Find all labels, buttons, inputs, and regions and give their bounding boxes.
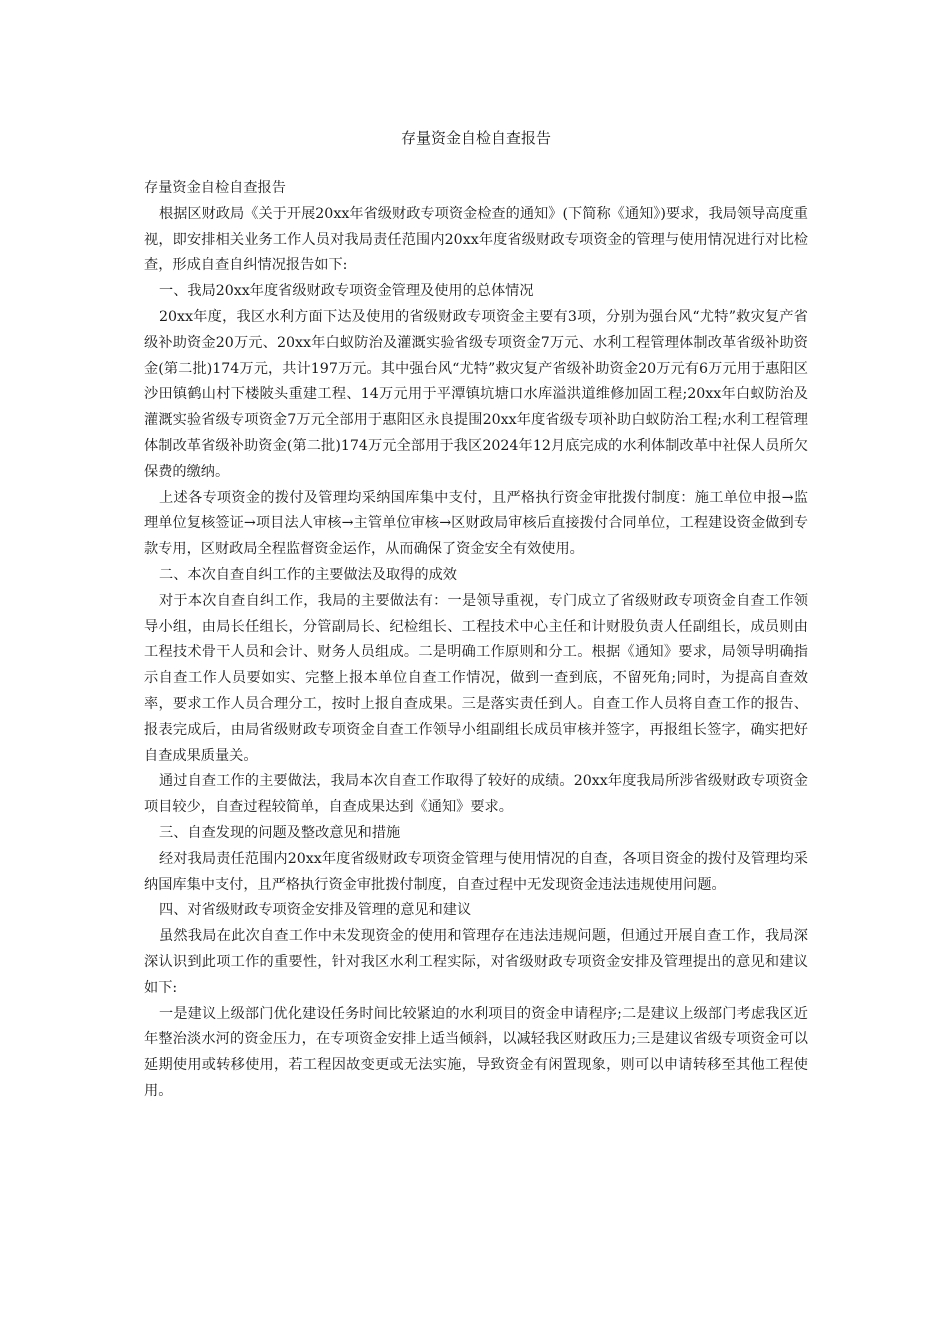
document-body xyxy=(144,176,808,1105)
paragraph: 经对我局责任范围内20xx年度省级财政专项资金管理与使用情况的自查，各项目资金的拨付及管理均采纳国库集中支付，且严格执行资金审批拨付制度，自查过程中无发现资金违法违规使用问题。 xyxy=(144,850,808,893)
paragraph: 四、对省级财政专项资金安排及管理的意见和建议 xyxy=(159,902,472,919)
paragraph: 根据区财政局《关于开展20xx年省级财政专项资金检查的通知》(下简称《通知》)要求，我局领导高度重视，即安排相关业务工作人员对我局责任范围内20xx年度省级财政专项资金的管理与使用情况进行对比检查，形成自查自纠情况报告如下: xyxy=(144,205,808,274)
paragraph: 二、本次自查自纠工作的主要做法及取得的成效 xyxy=(159,566,457,583)
paragraph: 三、自查发现的问题及整改意见和措施 xyxy=(159,824,401,841)
paragraph: 对于本次自查自纠工作，我局的主要做法有：一是领导重视，专门成立了省级财政专项资金自查工作领导小组，由局长任组长，分管副局长、纪检组长、工程技术中心主任和计财股负责人任副组长，成员则由工程技术骨干人员和会计、财务人员组成。二是明确工作原则和分工。根据《通知》要求，局领导明确指示自查工作人员要如实、完整上报本单位自查工作情况，做到一查到底，不留死角;同时，为提高自查效率，要求工作人员合理分工，按时上报自查成果。三是落实责任到人。自查工作人员将自查工作的报告、报表完成后，由局省级财政专项资金自查工作领导小组副组长成员审核并签字，再报组长签字，确实把好自查成果质量关。 xyxy=(144,592,808,764)
paragraph: 20xx年度，我区水利方面下达及使用的省级财政专项资金主要有3项，分别为强台风“尤特”救灾复产省级补助资金20万元、20xx年白蚁防治及灌溉实验省级专项资金7万元、水利工程管理体制改革省级补助资金(第二批)174万元，共计197万元。其中强台风“尤特”救灾复产省级补助资金20万元有6万元用于惠阳区沙田镇鹤山村下楼陂头重建工程、14万元用于平潭镇坑塘口水库溢洪道维修加固工程;20xx年白蚁防治及灌溉实验省级专项资金7万元全部用于惠阳区永良提围20xx年度省级专项补助白蚁防治工程;水利工程管理体制改革省级补助资金(第二批)174万元全部用于我区2024年12月底完成的水利体制改革中社保人员所欠保费的缴纳。 xyxy=(144,308,808,480)
paragraph: 一是建议上级部门优化建设任务时间比较紧迫的水利项目的资金申请程序;二是建议上级部门考虑我区近年整治淡水河的资金压力，在专项资金安排上适当倾斜，以减轻我区财政压力;三是建议省级专项资金可以延期使用或转移使用，若工程因故变更或无法实施，导致资金有闲置现象，则可以申请转移至其他工程使用。 xyxy=(144,1005,808,1099)
paragraph: 存量资金自检自查报告 xyxy=(144,180,286,196)
paragraph: 虽然我局在此次自查工作中未发现资金的使用和管理存在违法违规问题，但通过开展自查工作，我局深深认识到此项工作的重要性，针对我区水利工程实际，对省级财政专项资金安排及管理提出的意见和建议如下: xyxy=(144,928,808,996)
document-title: 存量资金自检自查报告 xyxy=(400,129,551,147)
paragraph: 一、我局20xx年度省级财政专项资金管理及使用的总体情况 xyxy=(159,283,534,300)
paragraph: 上述各专项资金的拨付及管理均采纳国库集中支付，且严格执行资金审批拨付制度：施工单位申报→监理单位复核签证→项目法人审核→主管单位审核→区财政局审核后直接拨付合同单位，工程建设资金做到专款专用，区财政局全程监督资金运作，从而确保了资金安全有效使用。 xyxy=(144,489,808,558)
paragraph: 通过自查工作的主要做法，我局本次自查工作取得了较好的成绩。20xx年度我局所涉省级财政专项资金项目较少，自查过程较简单，自查成果达到《通知》要求。 xyxy=(144,773,808,816)
